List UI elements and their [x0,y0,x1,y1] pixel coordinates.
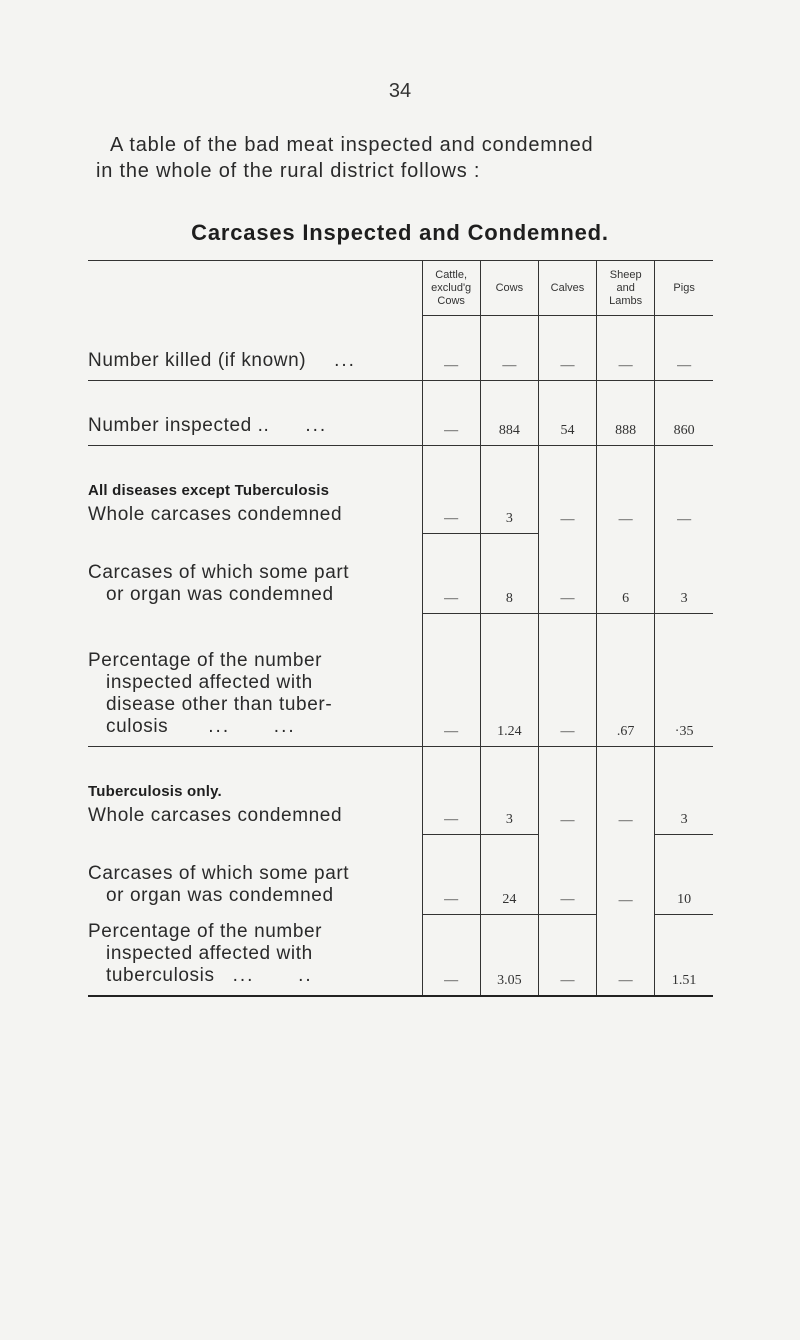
table-cell: — [538,316,596,381]
table-cell: 1.51 [655,915,713,996]
table-cell: — [597,915,655,996]
row-label-line: Carcases of which some part [88,561,350,583]
row-label-line: inspected affected with [106,942,313,964]
group-title: All diseases except Tuberculosis [88,481,330,499]
intro-line-2: in the whole of the rural district follows : [96,160,481,182]
table-cell: — [538,915,596,996]
table-cell: — [538,445,596,534]
table-row [88,915,713,996]
leader-dots: ... ... [208,715,296,737]
table-cell: 884 [480,380,538,445]
table-cell: 54 [538,380,596,445]
table-cell: — [538,746,596,835]
table-header-row [88,261,713,316]
table-cell: 3 [655,534,713,614]
table-cell: 3 [480,445,538,534]
table-cell: 6 [597,534,655,614]
row-label-line: or organ was condemned [106,884,334,906]
meat-inspection-table-wrapper [88,260,713,997]
table-cell: — [422,534,480,614]
row-label-text: Whole carcases condemned [88,804,343,826]
intro-line-1: A table of the bad meat inspected and condemned [110,134,594,156]
table-cell: .67 [597,614,655,747]
column-header: Calves [538,261,596,316]
table-row [88,316,713,381]
table-cell: — [597,445,655,534]
table-cell: 888 [597,380,655,445]
table-cell: — [655,316,713,381]
table-cell: — [422,915,480,996]
table-row [88,445,713,534]
table-row [88,534,713,614]
table-row [88,835,713,915]
table-row [88,380,713,445]
table-cell: — [422,380,480,445]
row-label [88,614,422,747]
row-label [88,915,422,996]
table-heading: Carcases Inspected and Condemned. [191,220,609,245]
table-cell: — [422,746,480,835]
row-label-line [88,716,422,738]
table-cell: — [597,746,655,835]
column-header: Sheep and Lambs [597,261,655,316]
table-cell: 8 [480,534,538,614]
table-cell: — [655,445,713,534]
meat-inspection-table [88,260,713,997]
leader-dots: ... [305,414,328,436]
table-cell: — [422,445,480,534]
table-cell: — [597,835,655,915]
table-cell: ·35 [655,614,713,747]
row-label-line: Percentage of the number [88,920,323,942]
table-cell: — [597,316,655,381]
table-cell: — [538,534,596,614]
column-header: Cows [480,261,538,316]
leader-dots: ... [334,349,356,371]
row-label [88,445,422,534]
page-number: 34 [388,80,412,102]
group-title: Tuberculosis only. [88,782,222,800]
table-cell: 10 [655,835,713,915]
row-label-text: Whole carcases condemned [88,503,343,525]
table-cell: 24 [480,835,538,915]
row-label-line: Percentage of the number [88,649,323,671]
table-cell: 3 [655,746,713,835]
row-label-line: disease other than tuber- [106,693,333,715]
table-cell: — [422,614,480,747]
column-header: Cattle, exclud'g Cows [422,261,480,316]
row-label-text: Number inspected .. [88,414,270,436]
table-cell: 1.24 [480,614,538,747]
row-label-text: culosis [106,715,169,737]
row-label-line: or organ was condemned [106,583,334,605]
row-label [88,746,422,835]
table-cell: — [538,835,596,915]
row-label [88,316,422,381]
table-cell: 860 [655,380,713,445]
leader-dots: ... .. [232,964,313,986]
table-cell: 3.05 [480,915,538,996]
table-cell: — [480,316,538,381]
intro-paragraph [96,132,736,184]
row-label-line: inspected affected with [106,671,313,693]
row-label [88,380,422,445]
column-header: Pigs [655,261,713,316]
table-cell: 3 [480,746,538,835]
row-label-text: Number killed (if known) [88,349,307,371]
header-blank [88,261,422,316]
table-cell: — [538,614,596,747]
table-cell: — [422,316,480,381]
row-label-text: tuberculosis [106,964,215,986]
table-row [88,614,713,747]
row-label [88,835,422,915]
table-row [88,746,713,835]
table-cell: — [422,835,480,915]
row-label-line [88,965,422,987]
row-label [88,534,422,614]
row-label-line: Carcases of which some part [88,862,350,884]
